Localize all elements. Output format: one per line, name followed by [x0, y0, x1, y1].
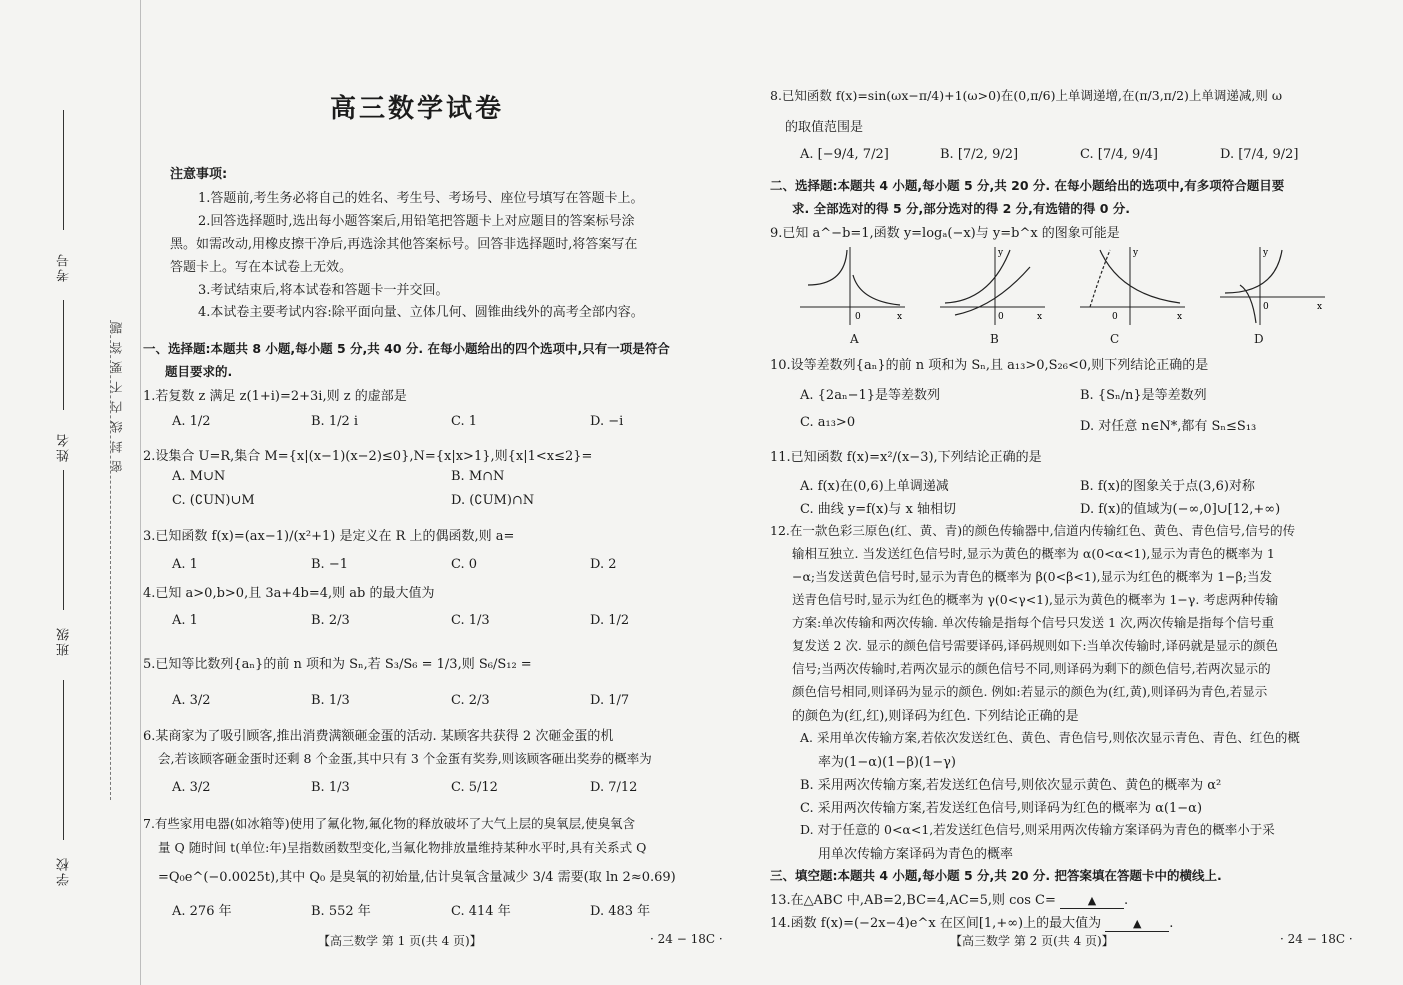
svg-text:x: x [1317, 302, 1323, 312]
school-label: 学校 [57, 856, 72, 886]
q6-line-1: 6.某商家为了吸引顾客,推出消费满额砸金蛋的活动. 某顾客共获得 2 次砸金蛋的机 [143, 729, 614, 744]
q7-option-a: A. 276 年 [172, 904, 232, 919]
q9-label-a: A [850, 332, 859, 346]
q11-option-d: D. f(x)的值域为(−∞,0]∪[12,+∞) [1080, 502, 1281, 517]
q3-option-d: D. 2 [590, 557, 617, 572]
section1-heading-cont: 题目要求的. [165, 364, 233, 379]
binding-strip [0, 0, 141, 985]
svg-text:0: 0 [1112, 312, 1118, 322]
q13-answer-blank[interactable]: ▲ [1060, 894, 1124, 909]
q5-option-a: A. 3/2 [172, 693, 211, 708]
q10-stem: 10.设等差数列{aₙ}的前 n 项和为 Sₙ,且 a₁₃>0,S₂₆<0,则下列结论正确的是 [770, 358, 1209, 373]
q8-option-d: D. [7/4, 9/2] [1220, 147, 1299, 162]
q8-line-1: 8.已知函数 f(x)=sin(ωx−π/4)+1(ω>0)在(0,π/6)上单调递增,在(π/3,π/2)上单调递减,则 ω [770, 88, 1283, 103]
page-title: 高三数学试卷 [330, 94, 505, 124]
page1-code: · 24 − 18C · [650, 932, 723, 946]
svg-text:y: y [1263, 248, 1269, 258]
note-2: 2.回答选择题时,选出每小题答案后,用铅笔把答题卡上对应题目的答案标号涂 [198, 214, 635, 229]
q4-stem: 4.已知 a>0,b>0,且 3a+4b=4,则 ab 的最大值为 [143, 586, 435, 601]
q13-row: 13.在△ABC 中,AB=2,BC=4,AC=5,则 cos C= ▲ . [770, 893, 1129, 908]
q9-graph-c [1080, 245, 1190, 327]
q11-option-a: A. f(x)在(0,6)上单调递减 [800, 479, 949, 494]
note-2-cont: 黑。如需改动,用橡皮擦干净后,再选涂其他答案标号。回答非选择题时,将答案写在 [170, 237, 638, 252]
section2-heading: 二、选择题:本题共 4 小题,每小题 5 分,共 20 分. 在每小题给出的选项中,有多项符合题目要 [770, 178, 1285, 193]
q10-option-b: B. {Sₙ/n}是等差数列 [1080, 388, 1207, 403]
name-line [63, 300, 64, 410]
q12-line-1: 12.在一款色彩三原色(红、黄、青)的颜色传输器中,信道内传输红色、黄色、青色信号,信号的传 [770, 523, 1296, 538]
q12-option-a-cont: 率为(1−α)(1−β)(1−γ) [818, 755, 956, 770]
q2-option-c: C. (∁UN)∪M [172, 493, 255, 508]
q1-option-d: D. −i [590, 414, 624, 429]
note-1: 1.答题前,考生务必将自己的姓名、考生号、考场号、座位号填写在答题卡上。 [198, 191, 644, 206]
q1-option-c: C. 1 [451, 414, 478, 429]
q12-line-8: 颜色信号相同,则译码为显示的颜色. 例如:若显示的颜色为(红,黄),则译码为青色,若显示 [792, 684, 1268, 699]
q4-option-b: B. 2/3 [311, 613, 350, 628]
q12-option-b: B. 采用两次传输方案,若发送红色信号,则依次显示黄色、黄色的概率为 α² [800, 778, 1222, 793]
q1-option-a: A. 1/2 [172, 414, 211, 429]
q7-line-2: 量 Q 随时间 t(单位:年)呈指数函数型变化,当氟化物排放量维持某种水平时,具有关系式 Q [158, 840, 647, 855]
page2-footer: 【高三数学 第 2 页(共 4 页)】 [950, 934, 1114, 948]
q12-line-4: 送青色信号时,显示为红色的概率为 γ(0<γ<1),显示为黄色的概率为 1−γ. 考虑两种传输 [792, 592, 1279, 607]
q5-option-d: D. 1/7 [590, 693, 630, 708]
q4-option-d: D. 1/2 [590, 613, 630, 628]
q10-option-c: C. a₁₃>0 [800, 415, 856, 430]
q9-graph-a [800, 245, 910, 327]
q9-label-b: B [990, 332, 999, 346]
svg-text:0: 0 [1263, 302, 1269, 312]
q6-option-a: A. 3/2 [172, 780, 211, 795]
q8-line-2: 的取值范围是 [785, 120, 864, 135]
q12-option-c: C. 采用两次传输方案,若发送红色信号,则译码为红色的概率为 α(1−α) [800, 801, 1203, 816]
q14-row: 14.函数 f(x)=(−2x−4)e^x 在区间[1,+∞)上的最大值为 ▲ . [770, 916, 1174, 931]
seal-rule [110, 320, 111, 800]
q12-line-6: 复发送 2 次. 显示的颜色信号需要译码,译码规则如下:当单次传输时,译码就是显示的颜色 [792, 638, 1279, 653]
class-line [63, 470, 64, 610]
q9-stem: 9.已知 a^−b=1,函数 y=logₐ(−x)与 y=b^x 的图象可能是 [770, 226, 1120, 241]
q11-option-c: C. 曲线 y=f(x)与 x 轴相切 [800, 502, 957, 517]
svg-text:x: x [897, 312, 903, 322]
q2-option-b: B. M∩N [451, 469, 505, 484]
page2-code: · 24 − 18C · [1280, 932, 1353, 946]
q2-option-d: D. (∁UM)∩N [451, 493, 535, 508]
page1-footer: 【高三数学 第 1 页(共 4 页)】 [318, 934, 482, 948]
note-4: 4.本试卷主要考试内容:除平面向量、立体几何、圆锥曲线外的高考全部内容。 [198, 305, 644, 320]
q7-option-c: C. 414 年 [451, 904, 511, 919]
q6-line-2: 会,若该顾客砸金蛋时还剩 8 个金蛋,其中只有 3 个金蛋有奖券,则该顾客砸出奖券的概率为 [158, 751, 652, 766]
q8-option-b: B. [7/2, 9/2] [940, 147, 1019, 162]
q5-option-b: B. 1/3 [311, 693, 350, 708]
name-label: 姓名 [57, 432, 72, 462]
svg-text:y: y [998, 248, 1004, 258]
q9-graph-b [940, 245, 1050, 327]
q4-option-c: C. 1/3 [451, 613, 490, 628]
seal-notice: 密 封 线 内 不 要 答 题 [110, 320, 124, 473]
q10-option-d: D. 对任意 n∈N*,都有 Sₙ≤S₁₃ [1080, 419, 1257, 434]
q14-stem: 14.函数 f(x)=(−2x−4)e^x 在区间[1,+∞)上的最大值为 [770, 916, 1102, 931]
section3-heading: 三、填空题:本题共 4 小题,每小题 5 分,共 20 分. 把答案填在答题卡中的横线上. [770, 868, 1222, 883]
q13-stem: 13.在△ABC 中,AB=2,BC=4,AC=5,则 cos C= [770, 893, 1056, 908]
svg-text:0: 0 [855, 312, 861, 322]
q12-line-9: 的颜色为(红,红),则译码为红色. 下列结论正确的是 [792, 709, 1079, 724]
q6-option-d: D. 7/12 [590, 780, 638, 795]
q6-option-b: B. 1/3 [311, 780, 350, 795]
school-line [63, 680, 64, 840]
q8-option-c: C. [7/4, 9/4] [1080, 147, 1158, 162]
svg-text:x: x [1177, 312, 1183, 322]
svg-text:0: 0 [998, 312, 1004, 322]
q3-option-c: C. 0 [451, 557, 478, 572]
q7-option-d: D. 483 年 [590, 904, 651, 919]
q10-option-a: A. {2aₙ−1}是等差数列 [800, 388, 941, 403]
q12-line-3: −α;当发送黄色信号时,显示为青色的概率为 β(0<β<1),显示为红色的概率为 1−β;当发 [792, 569, 1272, 584]
class-label: 班级 [57, 626, 72, 656]
q3-stem: 3.已知函数 f(x)=(ax−1)/(x²+1) 是定义在 R 上的偶函数,则 a= [143, 529, 515, 544]
svg-text:y: y [1133, 248, 1139, 258]
q14-answer-blank[interactable]: ▲ [1105, 917, 1169, 932]
q1-option-b: B. 1/2 i [311, 414, 359, 429]
q12-line-2: 输相互独立. 当发送红色信号时,显示为黄色的概率为 α(0<α<1),显示为青色的概率为 1 [792, 546, 1275, 561]
q11-option-b: B. f(x)的图象关于点(3,6)对称 [1080, 479, 1255, 494]
q5-option-c: C. 2/3 [451, 693, 490, 708]
q12-line-7: 信号;当两次传输时,若两次显示的颜色信号不同,则译码为剩下的颜色信号,若两次显示的 [792, 661, 1271, 676]
q3-option-b: B. −1 [311, 557, 348, 572]
q8-option-a: A. [−9/4, 7/2] [800, 147, 889, 162]
svg-text:x: x [1037, 312, 1043, 322]
q7-line-1: 7.有些家用电器(如冰箱等)使用了氟化物,氟化物的释放破坏了大气上层的臭氧层,使臭氧含 [143, 816, 636, 831]
q7-line-3: =Q₀e^(−0.0025t),其中 Q₀ 是臭氧的初始量,估计臭氧含量减少 3/4 需要(取 ln 2≈0.69) [158, 870, 676, 885]
note-2-end: 答题卡上。写在本试卷上无效。 [170, 260, 353, 275]
q12-option-d: D. 对于任意的 0<α<1,若发送红色信号,则采用两次传输方案译码为青色的概率小于采 [800, 822, 1275, 837]
q12-option-d-cont: 用单次传输方案译码为青色的概率 [818, 847, 1014, 862]
q9-graph-d [1220, 245, 1330, 327]
exam-number-label: 考号 [57, 252, 72, 282]
notes-heading: 注意事项: [170, 167, 228, 182]
q4-option-a: A. 1 [172, 613, 198, 628]
section2-heading-cont: 求. 全部选对的得 5 分,部分选对的得 2 分,有选错的得 0 分. [792, 201, 1131, 216]
exam-number-line [63, 110, 64, 230]
q12-option-a: A. 采用单次传输方案,若依次发送红色、黄色、青色信号,则依次显示青色、青色、红色的概 [800, 730, 1300, 745]
q9-label-d: D [1254, 332, 1264, 346]
q1-stem: 1.若复数 z 满足 z(1+i)=2+3i,则 z 的虚部是 [143, 389, 407, 404]
q5-stem: 5.已知等比数列{aₙ}的前 n 项和为 Sₙ,若 S₃/S₆ = 1/3,则 S₆/S₁₂ = [143, 657, 532, 672]
note-3: 3.考试结束后,将本试卷和答题卡一并交回。 [198, 283, 449, 298]
q12-line-5: 方案:单次传输和两次传输. 单次传输是指每个信号只发送 1 次,两次传输是指每个信号重 [792, 615, 1275, 630]
q11-stem: 11.已知函数 f(x)=x²/(x−3),下列结论正确的是 [770, 450, 1042, 465]
q2-stem: 2.设集合 U=R,集合 M={x|(x−1)(x−2)≤0},N={x|x>1},则{x|1<x≤2}= [143, 449, 593, 464]
q7-option-b: B. 552 年 [311, 904, 371, 919]
q3-option-a: A. 1 [172, 557, 198, 572]
section1-heading: 一、选择题:本题共 8 小题,每小题 5 分,共 40 分. 在每小题给出的四个选项中,只有一项是符合 [143, 341, 670, 356]
q6-option-c: C. 5/12 [451, 780, 498, 795]
q9-label-c: C [1110, 332, 1120, 346]
q2-option-a: A. M∪N [172, 469, 226, 484]
